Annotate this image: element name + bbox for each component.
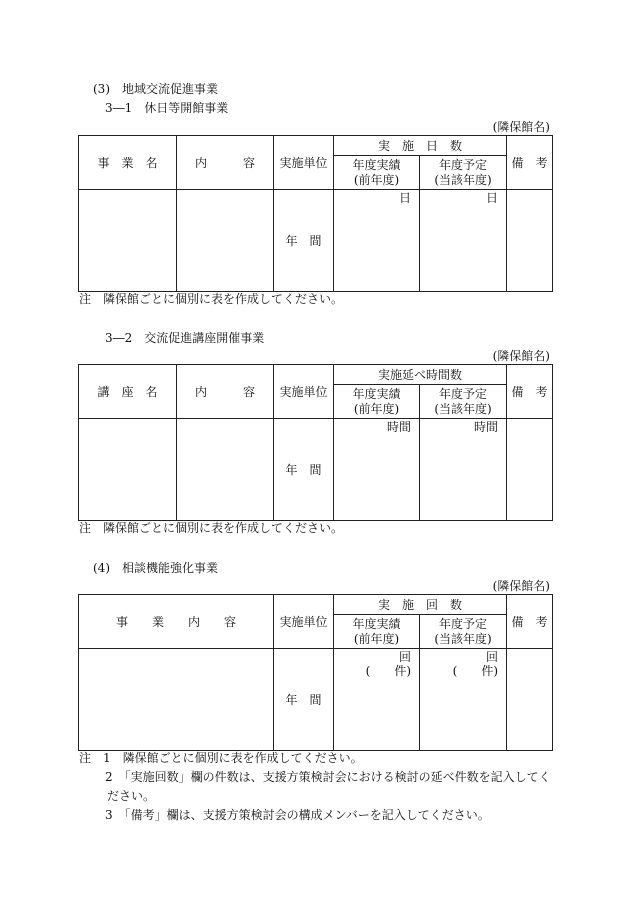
prev-year-line1: 年度実績 <box>352 157 401 172</box>
cell-prev-hours: 時間 <box>334 419 420 521</box>
current-year-line1: 年度予定 <box>439 386 488 401</box>
current-year-line1: 年度予定 <box>439 616 488 631</box>
col-header-remarks: 備 考 <box>507 595 553 649</box>
cell-unit: 年 間 <box>274 419 334 521</box>
current-count-times: 回 <box>486 650 499 664</box>
note-4-1: 注 1 隣保館ごとに個別に表を作成してください。 <box>79 751 363 765</box>
consultation-table <box>78 594 553 751</box>
prev-count-times: 回 <box>399 650 412 664</box>
cell-prev-count <box>334 649 420 751</box>
cell-project-name <box>79 190 177 292</box>
facility-name-label: (隣保館名) <box>492 349 550 363</box>
col-header-remarks: 備 考 <box>507 136 553 190</box>
col-header-current-year <box>420 385 507 419</box>
cell-course-name <box>79 419 177 521</box>
col-header-hours-group: 実施延べ時間数 <box>334 365 507 385</box>
cell-unit: 年 間 <box>274 649 334 751</box>
cell-remarks <box>507 649 553 751</box>
col-header-prev-year <box>334 156 420 190</box>
cell-current-days: 日 <box>420 190 507 292</box>
current-year-line2: (当該年度) <box>434 172 492 187</box>
current-year-line2: (当該年度) <box>434 401 492 416</box>
col-header-content: 内 容 <box>177 365 274 419</box>
col-header-unit: 実施単位 <box>274 595 334 649</box>
col-header-prev-year <box>334 385 420 419</box>
section-3-heading: (3) 地域交流促進事業 <box>93 82 218 96</box>
prev-year-line2: (前年度) <box>353 631 400 646</box>
cell-current-hours: 時間 <box>420 419 507 521</box>
col-header-unit: 実施単位 <box>274 136 334 190</box>
prev-year-line2: (前年度) <box>353 401 400 416</box>
cell-content <box>177 190 274 292</box>
col-header-count-group: 実 施 回 数 <box>334 595 507 615</box>
current-count-cases: ( 件) <box>452 664 499 678</box>
cell-prev-days: 日 <box>334 190 420 292</box>
cell-current-count <box>420 649 507 751</box>
cell-content <box>177 419 274 521</box>
col-header-unit: 実施単位 <box>274 365 334 419</box>
facility-name-label: (隣保館名) <box>492 579 550 593</box>
note-4-2: 2 「実施回数」欄の件数は、支援方策検討会における検討の延べ件数を記入してく <box>105 770 551 784</box>
prev-count-cases: ( 件) <box>365 664 412 678</box>
note-3-1: 注 隣保館ごとに個別に表を作成してください。 <box>79 292 344 306</box>
section-4-heading: (4) 相談機能強化事業 <box>93 561 218 575</box>
col-header-prev-year <box>334 615 420 649</box>
col-header-current-year <box>420 615 507 649</box>
col-header-current-year <box>420 156 507 190</box>
cell-remarks <box>507 419 553 521</box>
col-header-project-name: 事 業 名 <box>79 136 177 190</box>
holiday-opening-table <box>78 135 553 292</box>
cell-unit: 年 間 <box>274 190 334 292</box>
subsection-3-1-heading: 3―1 休日等開館事業 <box>105 101 229 115</box>
cell-remarks <box>507 190 553 292</box>
note-4-2-cont: ださい。 <box>107 789 156 803</box>
prev-year-line1: 年度実績 <box>352 616 401 631</box>
current-year-line1: 年度予定 <box>439 157 488 172</box>
exchange-course-table <box>78 364 553 521</box>
facility-name-label: (隣保館名) <box>492 120 550 134</box>
col-header-days-group: 実 施 日 数 <box>334 136 507 156</box>
note-3-2: 注 隣保館ごとに個別に表を作成してください。 <box>79 521 344 535</box>
current-year-line2: (当該年度) <box>434 631 492 646</box>
prev-year-line2: (前年度) <box>353 172 400 187</box>
col-header-course-name: 講 座 名 <box>79 365 177 419</box>
col-header-project-content: 事 業 内 容 <box>79 595 274 649</box>
col-header-content: 内 容 <box>177 136 274 190</box>
note-4-3: 3 「備考」欄は、支援方策検討会の構成メンバーを記入してください。 <box>105 808 490 822</box>
col-header-remarks: 備 考 <box>507 365 553 419</box>
prev-year-line1: 年度実績 <box>352 386 401 401</box>
cell-project-content <box>79 649 274 751</box>
subsection-3-2-heading: 3―2 交流促進講座開催事業 <box>105 331 265 345</box>
